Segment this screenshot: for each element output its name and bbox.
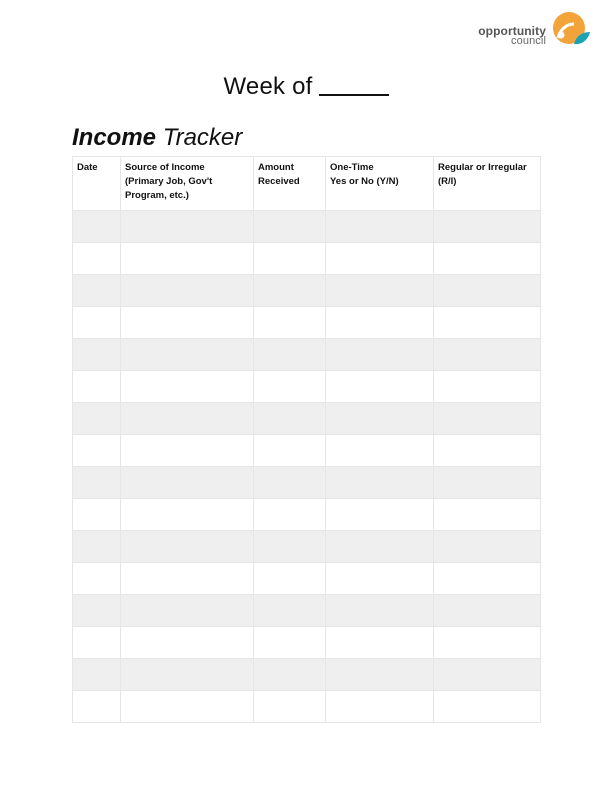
table-header-row — [73, 157, 541, 211]
cell-amount[interactable] — [254, 339, 326, 371]
cell-amount[interactable] — [254, 563, 326, 595]
table-row — [73, 371, 541, 403]
cell-amount[interactable] — [254, 435, 326, 467]
column-header-source: Source of Income (Primary Job, Gov't Program, etc.) — [121, 157, 254, 211]
cell-source[interactable] — [121, 371, 254, 403]
cell-amount[interactable] — [254, 531, 326, 563]
cell-date[interactable] — [73, 659, 121, 691]
cell-regular[interactable] — [434, 307, 541, 339]
cell-regular[interactable] — [434, 467, 541, 499]
cell-source[interactable] — [121, 403, 254, 435]
cell-date[interactable] — [73, 595, 121, 627]
table-row — [73, 243, 541, 275]
cell-date[interactable] — [73, 627, 121, 659]
cell-date[interactable] — [73, 435, 121, 467]
cell-one-time[interactable] — [326, 691, 434, 723]
column-header-regular: Regular or Irregular (R/I) — [434, 157, 541, 211]
week-of-heading — [0, 72, 612, 101]
cell-regular[interactable] — [434, 371, 541, 403]
column-header-amount: Amount Received — [254, 157, 326, 211]
cell-amount[interactable] — [254, 659, 326, 691]
cell-regular[interactable] — [434, 339, 541, 371]
cell-source[interactable] — [121, 243, 254, 275]
cell-one-time[interactable] — [326, 403, 434, 435]
table-row — [73, 339, 541, 371]
cell-one-time[interactable] — [326, 659, 434, 691]
cell-one-time[interactable] — [326, 531, 434, 563]
cell-regular[interactable] — [434, 563, 541, 595]
cell-regular[interactable] — [434, 531, 541, 563]
cell-amount[interactable] — [254, 467, 326, 499]
cell-source[interactable] — [121, 339, 254, 371]
table-row — [73, 531, 541, 563]
cell-amount[interactable] — [254, 371, 326, 403]
cell-amount[interactable] — [254, 211, 326, 243]
table-body — [73, 211, 541, 723]
cell-date[interactable] — [73, 339, 121, 371]
title-word-tracker: Tracker — [162, 124, 243, 151]
cell-one-time[interactable] — [326, 275, 434, 307]
cell-source[interactable] — [121, 691, 254, 723]
cell-source[interactable] — [121, 627, 254, 659]
cell-date[interactable] — [73, 467, 121, 499]
cell-one-time[interactable] — [326, 467, 434, 499]
cell-one-time[interactable] — [326, 595, 434, 627]
cell-regular[interactable] — [434, 275, 541, 307]
week-of-label: Week of — [223, 73, 313, 100]
table-row — [73, 275, 541, 307]
cell-date[interactable] — [73, 563, 121, 595]
cell-source[interactable] — [121, 275, 254, 307]
table-row — [73, 403, 541, 435]
cell-regular[interactable] — [434, 403, 541, 435]
logo-text-line1: opportunity — [478, 24, 546, 38]
logo-mark-icon — [550, 10, 590, 50]
cell-amount[interactable] — [254, 595, 326, 627]
cell-one-time[interactable] — [326, 307, 434, 339]
cell-regular[interactable] — [434, 435, 541, 467]
cell-amount[interactable] — [254, 403, 326, 435]
cell-amount[interactable] — [254, 275, 326, 307]
cell-regular[interactable] — [434, 659, 541, 691]
cell-one-time[interactable] — [326, 339, 434, 371]
cell-regular[interactable] — [434, 691, 541, 723]
cell-date[interactable] — [73, 403, 121, 435]
income-tracker-table — [72, 156, 541, 723]
table-row — [73, 435, 541, 467]
page-title — [72, 124, 242, 152]
cell-regular[interactable] — [434, 243, 541, 275]
opportunity-council-logo — [466, 10, 590, 50]
cell-one-time[interactable] — [326, 435, 434, 467]
cell-source[interactable] — [121, 595, 254, 627]
cell-source[interactable] — [121, 211, 254, 243]
cell-date[interactable] — [73, 211, 121, 243]
title-word-income: Income — [72, 124, 157, 151]
column-header-date: Date — [73, 157, 121, 211]
cell-regular[interactable] — [434, 595, 541, 627]
cell-source[interactable] — [121, 435, 254, 467]
cell-date[interactable] — [73, 307, 121, 339]
cell-one-time[interactable] — [326, 627, 434, 659]
cell-regular[interactable] — [434, 499, 541, 531]
table-row — [73, 211, 541, 243]
cell-date[interactable] — [73, 243, 121, 275]
cell-regular[interactable] — [434, 627, 541, 659]
cell-source[interactable] — [121, 307, 254, 339]
cell-one-time[interactable] — [326, 243, 434, 275]
cell-date[interactable] — [73, 371, 121, 403]
table-row — [73, 691, 541, 723]
cell-source[interactable] — [121, 659, 254, 691]
cell-one-time[interactable] — [326, 211, 434, 243]
column-header-one-time: One-Time Yes or No (Y/N) — [326, 157, 434, 211]
cell-source[interactable] — [121, 499, 254, 531]
table-row — [73, 595, 541, 627]
cell-one-time[interactable] — [326, 499, 434, 531]
cell-one-time[interactable] — [326, 371, 434, 403]
cell-date[interactable] — [73, 499, 121, 531]
cell-amount[interactable] — [254, 243, 326, 275]
cell-amount[interactable] — [254, 627, 326, 659]
table-row — [73, 499, 541, 531]
cell-one-time[interactable] — [326, 563, 434, 595]
cell-date[interactable] — [73, 275, 121, 307]
cell-source[interactable] — [121, 563, 254, 595]
table-row — [73, 563, 541, 595]
cell-source[interactable] — [121, 467, 254, 499]
table-row — [73, 659, 541, 691]
cell-date[interactable] — [73, 691, 121, 723]
cell-amount[interactable] — [254, 499, 326, 531]
cell-date[interactable] — [73, 531, 121, 563]
table-row — [73, 467, 541, 499]
table-row — [73, 307, 541, 339]
cell-amount[interactable] — [254, 691, 326, 723]
cell-regular[interactable] — [434, 211, 541, 243]
table-row — [73, 627, 541, 659]
cell-source[interactable] — [121, 531, 254, 563]
week-date-blank[interactable] — [319, 72, 389, 96]
logo-text-line2: council — [511, 35, 546, 47]
cell-amount[interactable] — [254, 307, 326, 339]
